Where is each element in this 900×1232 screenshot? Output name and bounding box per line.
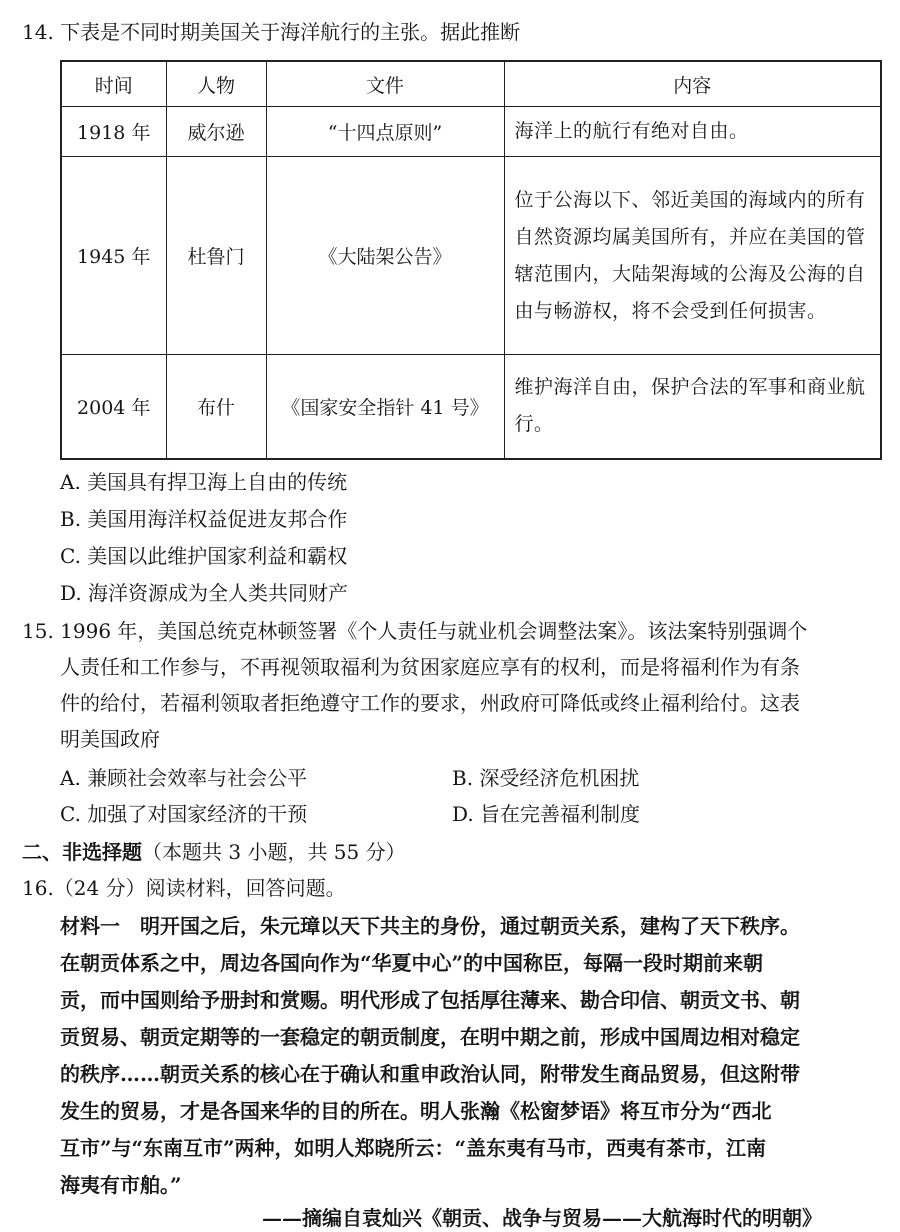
cell-content: 维护海洋自由，保护合法的军事和商业航行。: [504, 355, 881, 459]
table-row: [61, 107, 881, 157]
cell-time: 1945 年: [61, 157, 166, 355]
q15-option-d: D. 旨在完善福利制度: [452, 802, 641, 826]
q15-option-b: B. 深受经济危机困扰: [452, 766, 640, 790]
material-line: 互市”与“东南互市”两种，如明人郑晓所云：“盖东夷有马市，西夷有茶市，江南: [60, 1136, 767, 1160]
cell-time: 1918 年: [61, 107, 166, 157]
question-16-stem: 16.（24 分）阅读材料，回答问题。: [22, 876, 346, 900]
material-line: 的秩序……朝贡关系的核心在于确认和重申政治认同，附带发生商品贸易，但这附带: [60, 1062, 800, 1086]
question-15-stem-line: 件的给付，若福利领取者拒绝遵守工作的要求，州政府可降低或终止福利给付。这表: [60, 691, 800, 715]
question-14-stem: 14. 下表是不同时期美国关于海洋航行的主张。据此推断: [22, 20, 521, 44]
material-line: 材料一 明开国之后，朱元璋以天下共主的身份，通过朝贡关系，建构了天下秩序。: [60, 914, 800, 938]
question-15-stem-line: 明美国政府: [60, 727, 160, 751]
table-row: [61, 355, 881, 459]
material-line: 海夷有市舶。”: [60, 1173, 182, 1197]
table-header-row: [61, 61, 881, 107]
cell-document: “十四点原则”: [266, 107, 504, 157]
header-person: 人物: [166, 61, 266, 107]
cell-content: 位于公海以下、邻近美国的海域内的所有自然资源均属美国所有，并应在美国的管辖范围内，大陆架海域的公海及公海的自由与畅游权，将不会受到任何损害。: [504, 157, 881, 355]
cell-person: 布什: [166, 355, 266, 459]
section-2-heading: [22, 838, 406, 866]
cell-document: 《大陆架公告》: [266, 157, 504, 355]
cell-content: 海洋上的航行有绝对自由。: [504, 107, 881, 157]
material-line: 贡，而中国则给予册封和赏赐。明代形成了包括厚往薄来、勘合印信、朝贡文书、朝: [60, 988, 800, 1012]
q14-option-c: C. 美国以此维护国家利益和霸权: [60, 544, 348, 568]
material-line: 贡贸易、朝贡定期等的一套稳定的朝贡制度，在明中期之前，形成中国周边相对稳定: [60, 1025, 800, 1049]
table-row: [61, 157, 881, 355]
header-content: 内容: [504, 61, 881, 107]
material-line: 在朝贡体系之中，周边各国向作为“华夏中心”的中国称臣，每隔一段时期前来朝: [60, 951, 764, 975]
section-2-title: 二、非选择题: [22, 840, 142, 864]
cell-document: 《国家安全指针 41 号》: [266, 355, 504, 459]
header-document: 文件: [266, 61, 504, 107]
q14-option-d: D. 海洋资源成为全人类共同财产: [60, 581, 349, 605]
header-time: 时间: [61, 61, 166, 107]
material-line: 发生的贸易，才是各国来华的目的所在。明人张瀚《松窗梦语》将互市分为“西北: [60, 1099, 772, 1123]
question-15-stem-line: 人责任和工作参与，不再视领取福利为贫困家庭应享有的权利，而是将福利作为有条: [60, 655, 800, 679]
cell-person: 威尔逊: [166, 107, 266, 157]
question-15-stem-line: 15. 1996 年，美国总统克林顿签署《个人责任与就业机会调整法案》。该法案特别强调个: [22, 619, 808, 643]
q15-option-c: C. 加强了对国家经济的干预: [60, 802, 308, 826]
section-2-note: （本题共 3 小题，共 55 分）: [142, 840, 406, 864]
cell-person: 杜鲁门: [166, 157, 266, 355]
material-source: ——摘编自袁灿兴《朝贡、战争与贸易——大航海时代的明朝》: [262, 1206, 822, 1230]
q14-option-b: B. 美国用海洋权益促进友邦合作: [60, 507, 348, 531]
q15-option-a: A. 兼顾社会效率与社会公平: [60, 766, 308, 790]
claims-table: [60, 60, 882, 460]
q14-option-a: A. 美国具有捍卫海上自由的传统: [60, 470, 348, 494]
cell-time: 2004 年: [61, 355, 166, 459]
